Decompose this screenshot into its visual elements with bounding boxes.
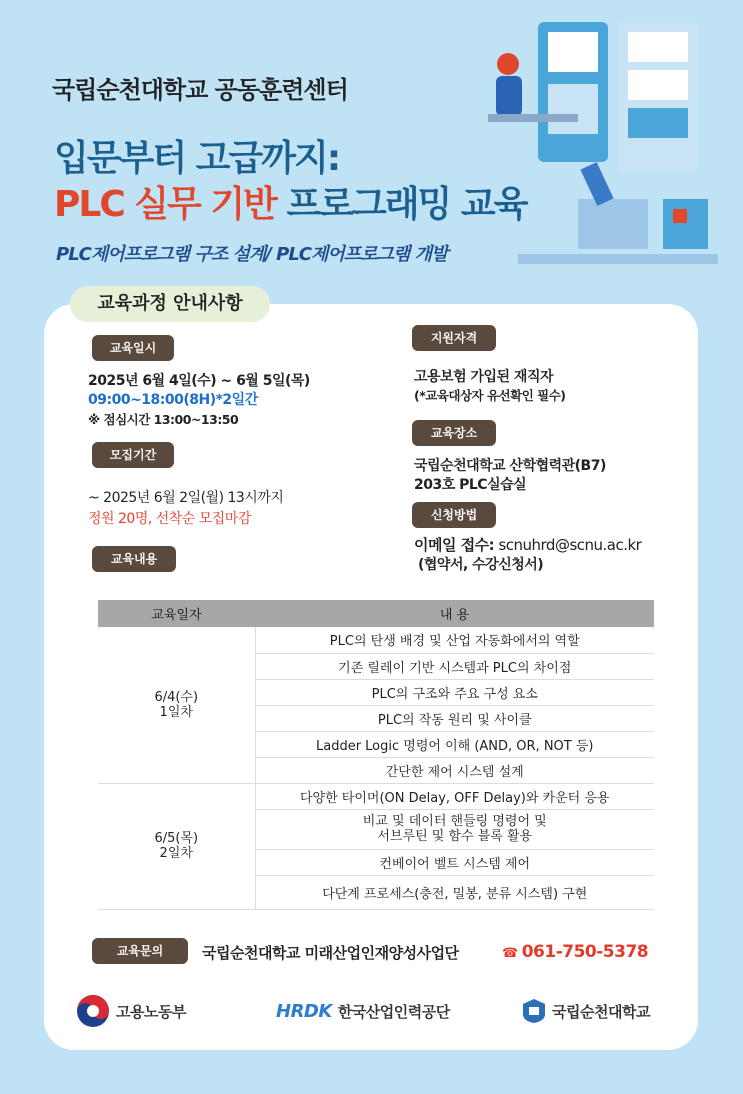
apply-line bbox=[414, 534, 641, 555]
contact-phone-wrap bbox=[502, 942, 648, 962]
venue-label: 교육장소 bbox=[412, 420, 496, 446]
subtitle: PLC제어프로그램 구조 설계/ PLC제어프로그램 개발 bbox=[56, 244, 448, 265]
day2-item-line1: 비교 및 데이터 핸들링 명령어 및 bbox=[362, 814, 547, 829]
headline-rest: 프로그래밍 교육 bbox=[275, 184, 527, 225]
day1-cell bbox=[98, 627, 255, 783]
day2-cell bbox=[98, 783, 255, 909]
logo2-text: 한국산업인력공단 bbox=[337, 1002, 450, 1021]
day1-label: 1일차 bbox=[159, 704, 193, 720]
recruit-label: 모집기간 bbox=[92, 442, 174, 468]
day1-item: PLC의 탄생 배경 및 산업 자동화에서의 역할 bbox=[255, 627, 654, 653]
contact-phone: 061-750-5378 bbox=[521, 942, 649, 962]
eligibility-label: 지원자격 bbox=[412, 325, 496, 351]
content-label: 교육내용 bbox=[92, 546, 176, 572]
apply-prefix: 이메일 접수: bbox=[414, 536, 495, 554]
headline-accent: PLC 실무 기반 bbox=[54, 184, 276, 225]
apply-label: 신청방법 bbox=[412, 502, 496, 528]
factory-illustration bbox=[478, 14, 734, 284]
apply-email: scnuhrd@scnu.ac.kr bbox=[494, 536, 642, 554]
contact-org: 국립순천대학교 미래산업인재양성사업단 bbox=[202, 944, 459, 962]
logo-scnu bbox=[522, 994, 650, 1028]
day1-item: 간단한 제어 시스템 설계 bbox=[255, 757, 654, 783]
apply-docs: (협약서, 수강신청서) bbox=[418, 557, 544, 573]
day2-item-line2: 서브루틴 및 함수 블록 활용 bbox=[377, 829, 533, 844]
schedule-label: 교육일시 bbox=[92, 335, 174, 361]
day2-date: 6/5(목) bbox=[154, 831, 199, 846]
day1-item: PLC의 구조와 주요 구성 요소 bbox=[255, 679, 654, 705]
org-title: 국립순천대학교 공동훈련센터 bbox=[52, 76, 348, 104]
hrdk-mark: HRDK bbox=[276, 1000, 332, 1022]
phone-icon: ☎ bbox=[502, 946, 522, 961]
day2-item: 컨베이어 벨트 시스템 제어 bbox=[255, 849, 654, 875]
headline-line1: 입문부터 고급까지: bbox=[54, 138, 340, 179]
logo-moel bbox=[76, 994, 186, 1028]
logo-hrdk bbox=[276, 994, 450, 1028]
moel-emblem-icon bbox=[76, 994, 110, 1028]
day2-item: 다양한 타이머(ON Delay, OFF Delay)와 카운터 응용 bbox=[255, 783, 654, 809]
schedule-lunch: ※ 점심시간 13:00~13:50 bbox=[88, 412, 239, 427]
day2-item bbox=[255, 809, 654, 849]
header-content: 내 용 bbox=[255, 600, 654, 627]
venue-line2: 203호 PLC실습실 bbox=[414, 477, 527, 493]
day1-date: 6/4(수) bbox=[154, 689, 199, 705]
day1-item: PLC의 작동 원리 및 사이클 bbox=[255, 705, 654, 731]
card-tab: 교육과정 안내사항 bbox=[70, 286, 270, 322]
day2-item: 다단계 프로세스(충전, 밀봉, 분류 시스템) 구현 bbox=[255, 875, 654, 909]
table-header-row bbox=[98, 600, 654, 627]
schedule-dates: 2025년 6월 4일(수) ~ 6월 5일(목) bbox=[88, 373, 310, 389]
contact-label: 교육문의 bbox=[92, 938, 188, 964]
schedule-table bbox=[98, 600, 654, 910]
logo1-text: 고용노동부 bbox=[116, 1002, 186, 1021]
table-row bbox=[98, 783, 654, 809]
eligibility-note: (*교육대상자 유선확인 필수) bbox=[414, 388, 566, 403]
headline-line2 bbox=[54, 176, 526, 227]
venue-line1: 국립순천대학교 산학협력관(B7) bbox=[414, 458, 606, 474]
recruit-quota: 정원 20명, 선착순 모집마감 bbox=[88, 511, 251, 527]
recruit-period: ~ 2025년 6월 2일(월) 13시까지 bbox=[88, 490, 284, 506]
schedule-time: 09:00~18:00(8H)*2일간 bbox=[88, 392, 258, 408]
day1-item: 기존 릴레이 기반 시스템과 PLC의 차이점 bbox=[255, 653, 654, 679]
eligibility-value: 고용보험 가입된 재직자 bbox=[414, 369, 553, 385]
day1-item: Ladder Logic 명령어 이해 (AND, OR, NOT 등) bbox=[255, 731, 654, 757]
header-date: 교육일자 bbox=[98, 600, 255, 627]
scnu-shield-icon bbox=[522, 998, 546, 1024]
day2-label: 2일차 bbox=[159, 846, 193, 861]
logo3-text: 국립순천대학교 bbox=[552, 1002, 650, 1021]
table-row bbox=[98, 627, 654, 653]
